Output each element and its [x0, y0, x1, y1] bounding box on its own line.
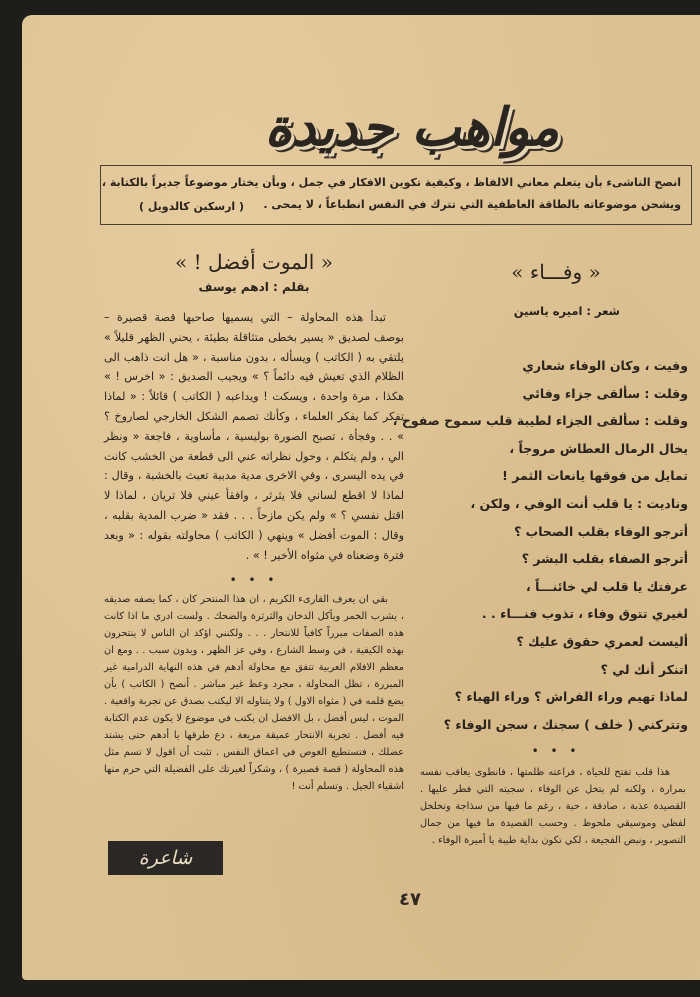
poem-verse: يخال الرمال العطاش مروجاً ،: [509, 440, 688, 456]
poem-verse: وقلت : سألقى جزاء وفائي: [522, 385, 688, 401]
poem-verse: أترجو الوفاء بقلب الصحاب ؟: [514, 523, 688, 539]
poem-verse: أترجو الصفاء بقلب البشر ؟: [521, 551, 688, 567]
story-critique: بقي ان يعرف القارىء الكريم ، ان هذا المنتحر كان ، كما يصفه صديقه ، يشرب الخمر ويأكل الدخان والثرثرة والضحك . ولست ادري ما اذا كانت هذه الصفات مبرراً كافياً للانتحار . . . ولكنني اؤكد ان الناس لا ينتحرون بهذه الكيفية ، في وسط الشارع ، وفي عز الظهر ، وبدون سبب . . ومع ان معظم الافلام العربية تتفق مع محاولة أدهم في هذه النهاية الدرامية غير المبررة ، تظل المحاولة ، مجرد وعظ غير مباشر . أنصح ( الكاتب ) بأن يضع قلمه في ( مثواه الاول ) ولا يتناوله الا ليكتب بصدق عن تجربة واقعية . الموت ، ليس أفضل ، بل الافضل ان يكتب في موضوع لا يكون عدم الكتابة فيه أفضل . تجربة الانتحار عميقة مريعة ، دع طرقها يا أدهم حتى يشتد عضلك ، فتستطيع الغوص في اعماق النفس . تثبت أن اقول لا تسم مثل هذه المحاولة ( قصة قصيرة ) ، وشكراً لغيرتك على الفضيلة التي حرم منها اشقياء الجيل . وتسلم أنت !: [104, 594, 404, 793]
poem-byline: شعر : اميره ياسين: [513, 304, 620, 318]
story-byline: بقلم : ادهم يوسف: [198, 280, 310, 294]
intro-line-1: انصح الناشىء بأن يتعلم معاني الالفاظ ، وكيفية تكوين الافكار في جمل ، وبأن يختار موضوعاً جديراً بالكتابة ،: [101, 176, 681, 189]
intro-line-2: ويشحن موضوعاته بالطاقة العاطفية التي تترك في النفس انطباعاً ، لا يمحى .: [263, 198, 681, 211]
poem-title: « وفـــاء »: [511, 260, 601, 284]
poem-verses: [392, 352, 692, 738]
poem-verse: وتتركني ( خلف ) سجنك ، سجن الوفاء ؟: [443, 716, 688, 732]
masthead: [217, 80, 607, 175]
magazine-page: [22, 15, 700, 980]
poem-verse: اتنكر أنك لي ؟: [600, 661, 688, 677]
poem-verse: لماذا تهيم وراء الفراش ؟ وراء الهباء ؟: [454, 689, 688, 705]
poem-verse: تمايل من فوقها يانعات الثمر !: [502, 468, 688, 484]
story-title: « الموت أفضل ! »: [175, 250, 333, 274]
poem-verse: وناديت : يا قلب أنت الوفي ، ولكن ،: [470, 495, 688, 511]
section-separator: • • •: [531, 744, 581, 759]
section-separator: • • •: [229, 573, 279, 588]
poem-verse: أليست لعمري حقوق عليك ؟: [516, 633, 688, 649]
masthead-title: مواهب جديدة: [264, 97, 560, 158]
story-body: تبدأ هذه المحاولة – التي يسميها صاحبها قصة قصيرة – بوصف لصديق « يسير بخطى متثاقلة بطيئة ، يحني الظهر قليلاً » يلتقي به ( الكاتب ) ويسأله ، بدون مناسبة ، « هل انت ذاهب الى الظلام الذي تعيش فيه دائماً ؟ » ويجيب الصديق : « اخرس ! » هكذا ، مرة واحدة ، ويسكت ! ويداعبه ( الكاتب ) قائلاً : « لماذا تفكر كما يفكر العلماء ، وكأنك تصمم الشكل الخارجي لصاروخ ؟ » . . وفجأة ، تصبح الصورة بوليسية ، مأساوية ، فاجعة « ونظر الي ، ولم يتكلم ، وحول نظراته عني الى قطعة من الخشب كانت في يده اليسرى ، وفي الاخرى مدية مدببة تعبث بالخشبة ، وقال : لماذا لا اقطع لساني فلا يثرثر ، وافقأ عيني فلا تريان ، لماذا لا اقتل نفسي ؟ » ولم يكن مازحاً . . . فقد « ضرب المدية بقلبه ، وقال : الموت أفضل » وينهي ( الكاتب ) محاولته بقوله : « وبعد فترة وضعناه في مثواه الأخير ! » .: [104, 311, 404, 562]
poem-verse: عرفتك يا قلب لي خائنـــاً ،: [525, 578, 688, 594]
section-badge-poetess: شاعرة: [108, 841, 223, 875]
poem-article: [392, 260, 692, 849]
page-number: ٤٧: [399, 889, 421, 910]
intro-quote-box: [100, 165, 692, 225]
poem-verse: لغيري تتوق وفاء ، تذوب فنـــاء . .: [481, 606, 688, 622]
intro-quote-author: ( ارسكين كالدويل ): [139, 200, 245, 213]
poem-critique: هذا قلب تفتح للحياة ، فراعته ظلمتها ، فانطوى يعاقب نفسه بمرارة ، ولكنه لم يتخل عن الوفاء ، سجيته التي فطر عليها . القصيدة عذبة ، صادقة ، حية ، رغم ما فيها من سذاجة وتخلخل لفظي وموسيقي ملحوظ . وحسب القصيدة ما فيها من جمال التصوير ، ونبض الفجيعة ، لكي تكون بداية طيبة يا أميرة الوفاء .: [420, 767, 686, 847]
poem-verse: وقلت : سألقى الجزاء لطيبة قلب سموح صفوح ،: [392, 413, 688, 429]
story-article: [104, 250, 404, 795]
poem-verse: وفيت ، وكان الوفاء شعاري: [522, 358, 688, 373]
